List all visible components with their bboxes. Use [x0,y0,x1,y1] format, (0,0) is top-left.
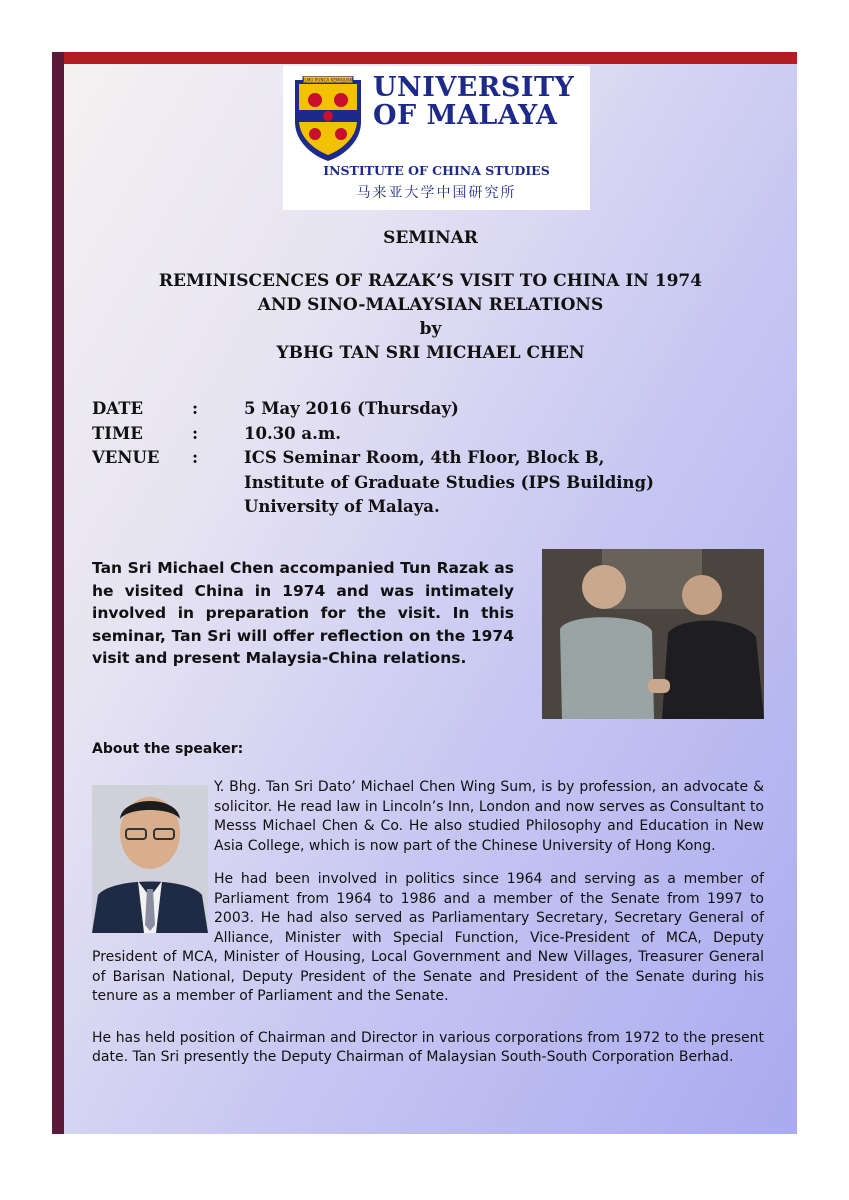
seminar-title [64,269,797,365]
venue-line3: University of Malaya. [244,497,440,516]
venue-colon: : [192,448,199,467]
historic-photo [542,549,764,719]
university-name-line2: OF MALAYA [373,100,558,131]
bio-paragraph-3: He has held position of Chairman and Director in various corporations from 1972 to the present date. Tan Sri presently the Deputy Chairman of Malaysian South-South Corporation Berhad. [92,1029,764,1065]
university-name-line1: UNIVERSITY [373,72,575,103]
title-by: by [419,319,442,339]
poster [52,52,797,1134]
venue-line2: Institute of Graduate Studies (IPS Building) [244,472,654,492]
venue-row [92,446,784,520]
bio-paragraph-1: Y. Bhg. Tan Sri Dato’ Michael Chen Wing Sum, is by profession, an advocate & solicitor. He read law in Lincoln’s Inn, London and now serves as Consultant to Messs Michael Chen & Co. He also studied Philosophy and Education in New Asia College, which is now part of the Chinese University of Hong Kong. [214,779,764,854]
date-colon: : [192,399,199,418]
left-border-bar [52,52,64,1134]
speaker-name: YBHG TAN SRI MICHAEL CHEN [276,343,585,363]
event-details [92,397,784,520]
university-name [373,74,574,130]
time-value: 10.30 a.m. [244,423,342,443]
title-line2: AND SINO-MALAYSIAN RELATIONS [257,295,604,315]
time-label: TIME [92,423,143,443]
bio-paragraph-2: He had been involved in politics since 1964 and serving as a member of Parliament from 1964 to 1986 and a member of the Senate from 1997 to 2003. He had also served as Parliamentary Secretary, Secretary General of Alliance, Minister with Special Function, Vice-President of MCA, Deputy President of MCA, Minister of Housing, Local Government and New Villages, Treasurer General of Barisan National, Deputy President of the Senate and President of the Senate during his tenure as a member of Parliament and the Senate. [92,871,764,1004]
date-row [92,397,784,422]
venue-label: VENUE [92,448,160,467]
title-line1: REMINISCENCES OF RAZAK’S VISIT TO CHINA IN 1974 [158,271,703,291]
seminar-heading: SEMINAR [383,228,478,248]
institute-name-chinese: 马来亚大学中国研究所 [356,185,517,201]
handshake-photo-icon [542,549,764,719]
crest-motto: ILMU PUNCA KEMAJUAN [303,77,353,83]
university-logo [283,66,590,210]
time-colon: : [192,423,199,443]
about-speaker-heading: About the speaker: [92,741,244,757]
seminar-intro: Tan Sri Michael Chen accompanied Tun Razak as he visited China in 1974 and was intimately involved in preparation for the visit. In this seminar, Tan Sri will offer reflection on the 1974 visit and present Malaysia-China relations. [92,559,514,667]
venue-line1: ICS Seminar Room, 4th Floor, Block B, [244,448,605,467]
speaker-biography [92,778,764,1082]
top-border-bar [52,52,797,64]
portrait-spacer [92,778,214,936]
institute-name: INSTITUTE OF CHINA STUDIES [323,163,550,178]
date-value: 5 May 2016 (Thursday) [244,399,459,418]
university-crest-icon [293,76,363,162]
venue-value [244,446,784,520]
time-row [92,422,784,447]
date-label: DATE [92,399,144,418]
